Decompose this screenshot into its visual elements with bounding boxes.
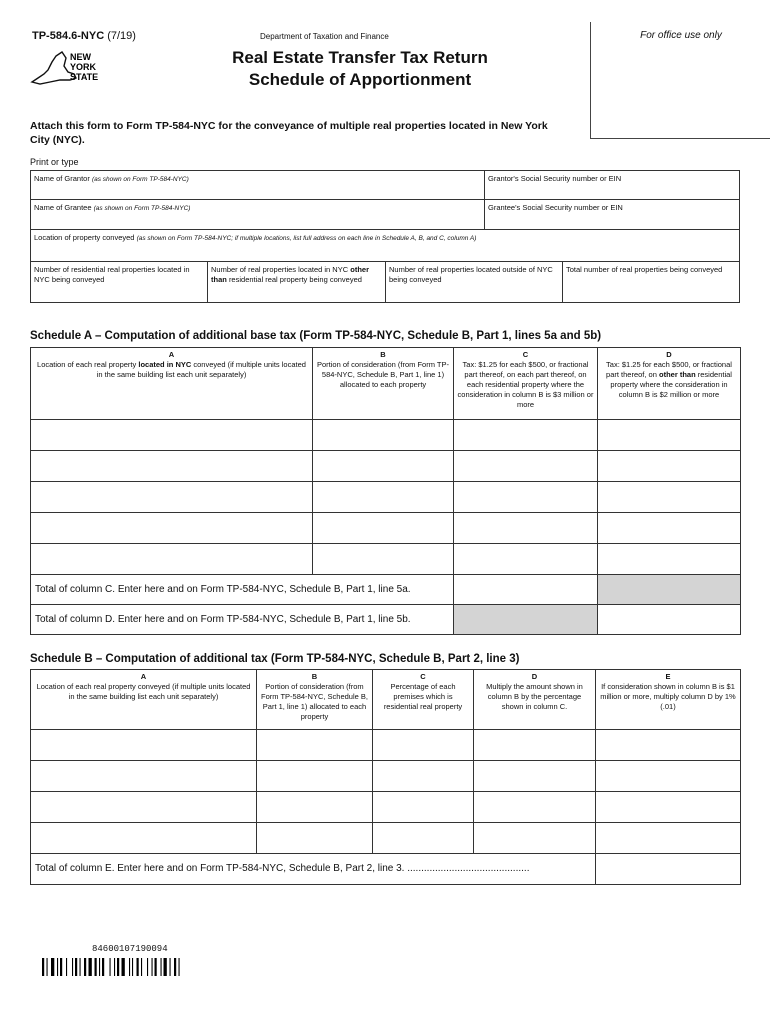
count-outside-field[interactable]: Number of real properties located outside of NYC being conveyed: [385, 261, 563, 303]
total-c-field[interactable]: [454, 575, 598, 605]
table-row[interactable]: [31, 482, 741, 513]
total-e-field[interactable]: [596, 854, 741, 885]
sched-a-col-b-header: B Portion of consideration (from Form TP-584-NYC, Schedule B, Part 1, line 1) allocated to each property: [313, 348, 454, 420]
logo-line-1: NEW: [70, 52, 91, 62]
table-row[interactable]: [31, 513, 741, 544]
count-total-field[interactable]: Total number of real properties being conveyed: [562, 261, 740, 303]
schedule-b-title: Schedule B – Computation of additional tax (Form TP-584-NYC, Schedule B, Part 2, line 3): [30, 653, 520, 665]
table-row[interactable]: [31, 823, 741, 854]
barcode-icon: [42, 958, 222, 976]
logo-line-3: STATE: [70, 72, 99, 82]
sched-b-col-e-header: E If consideration shown in column B is $1 million or more, multiply column D by 1% (.01): [596, 670, 741, 730]
location-field[interactable]: Location of property conveyed (as shown on Form TP-584-NYC; if multiple locations, list full address on each line in Schedule A, B, and C, column A): [30, 229, 740, 262]
shaded-cell: [454, 605, 598, 635]
count-other-field[interactable]: Number of real properties located in NYC other than residential real property being conveyed: [207, 261, 386, 303]
department-name: Department of Taxation and Finance: [260, 32, 389, 41]
sched-b-col-b-header: B Portion of consideration (from Form TP-584-NYC, Schedule B, Part 1, line 1) allocated to each property: [257, 670, 373, 730]
total-d-row[interactable]: [31, 605, 741, 635]
schedule-b-table: [30, 669, 741, 885]
count-residential-field[interactable]: Number of residential real properties located in NYC being conveyed: [30, 261, 208, 303]
table-row[interactable]: [31, 544, 741, 575]
table-row[interactable]: [31, 792, 741, 823]
form-title: Real Estate Transfer Tax Return Schedule of Apportionment: [232, 48, 488, 89]
sched-b-col-a-header: A Location of each real property conveyed (if multiple units located in the same building list each unit separately): [31, 670, 257, 730]
attach-instruction: Attach this form to Form TP-584-NYC for the conveyance of multiple real properties located in New York City (NYC).: [30, 120, 548, 146]
table-row[interactable]: [31, 730, 741, 761]
sched-a-col-d-header: D Tax: $1.25 for each $500, or fractional part thereof, on other than residential property where the consideration in column B is $2 million or more: [598, 348, 741, 420]
schedule-b-header-row: [31, 670, 741, 730]
schedule-a-table: [30, 347, 741, 635]
total-d-label: Total of column D. Enter here and on Form TP-584-NYC, Schedule B, Part 1, line 5b.: [31, 605, 454, 635]
form-number: TP-584.6-NYC (7/19): [32, 30, 136, 42]
sched-a-col-a-header: A Location of each real property located in NYC conveyed (if multiple units located in the same building list each unit separately): [31, 348, 313, 420]
total-d-field[interactable]: [598, 605, 741, 635]
total-e-row[interactable]: [31, 854, 741, 885]
sched-b-col-c-header: C Percentage of each premises which is residential real property: [373, 670, 474, 730]
grantor-ssn-field[interactable]: Grantor's Social Security number or EIN: [484, 170, 740, 200]
grantee-name-field[interactable]: Name of Grantee (as shown on Form TP-584-NYC): [30, 199, 485, 230]
sched-b-col-d-header: D Multiply the amount shown in column B by the percentage shown in column C.: [474, 670, 596, 730]
office-use-box: For office use only: [590, 22, 770, 139]
barcode-number: 84600107190094: [92, 944, 168, 954]
grantee-ssn-field[interactable]: Grantee's Social Security number or EIN: [484, 199, 740, 230]
schedule-a-header-row: [31, 348, 741, 420]
table-row[interactable]: [31, 761, 741, 792]
nys-logo: [30, 48, 110, 90]
shaded-cell: [598, 575, 741, 605]
total-c-row[interactable]: [31, 575, 741, 605]
total-c-label: Total of column C. Enter here and on Form TP-584-NYC, Schedule B, Part 1, line 5a.: [31, 575, 454, 605]
logo-line-2: YORK: [70, 62, 97, 72]
schedule-a-title: Schedule A – Computation of additional base tax (Form TP-584-NYC, Schedule B, Part 1, lines 5a and 5b): [30, 330, 602, 342]
total-e-label: Total of column E. Enter here and on Form TP-584-NYC, Schedule B, Part 2, line 3. ............................................: [31, 854, 596, 885]
sched-a-col-c-header: C Tax: $1.25 for each $500, or fractional part thereof, on each part thereof, on each residential property where the consideration in column B is $3 million or more: [454, 348, 598, 420]
grantor-name-field[interactable]: Name of Grantor (as shown on Form TP-584-NYC): [30, 170, 485, 200]
table-row[interactable]: [31, 420, 741, 451]
print-or-type: Print or type: [30, 157, 79, 167]
table-row[interactable]: [31, 451, 741, 482]
